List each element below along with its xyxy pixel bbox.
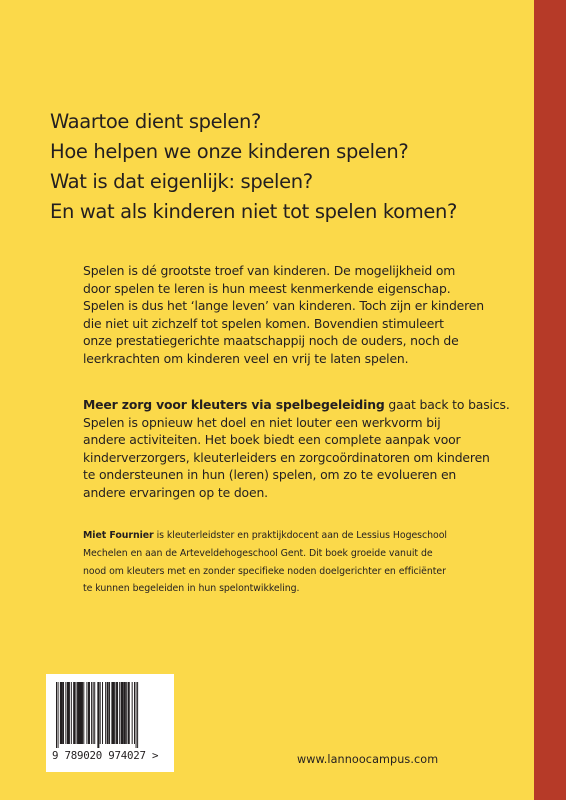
barcode-bar (128, 682, 130, 744)
barcode-bar (134, 682, 135, 744)
barcode-bar (115, 682, 116, 744)
barcode-bar (121, 682, 124, 744)
barcode-bar (116, 682, 118, 744)
question-3: Wat is dat eigenlijk: spelen? (50, 170, 313, 193)
question-1: Waartoe dient spelen? (50, 110, 262, 133)
barcode-bar (86, 682, 87, 744)
barcode-bar (94, 682, 95, 744)
barcode-bar (65, 682, 66, 744)
description-line (83, 396, 513, 414)
barcode-bar (63, 682, 64, 744)
isbn-number: 9 789020 974027 > (52, 749, 159, 762)
barcode-bar (93, 682, 94, 744)
barcode-bar (109, 682, 110, 744)
description-line: andere activiteiten. Het boek biedt een complete aanpak voor (83, 432, 461, 448)
barcode-bar (81, 682, 83, 744)
barcode-bar (76, 682, 77, 744)
barcode-bar (83, 682, 84, 744)
barcode-bar (111, 682, 114, 744)
barcode-bar (88, 682, 90, 744)
book-title-bold: Meer zorg voor kleuters via spelbegeleiding (83, 397, 385, 412)
question-list (50, 107, 520, 227)
barcode-bar (100, 682, 101, 744)
intro-line: onze prestatiegerichte maatschappij noch de ouders, noch de (83, 333, 459, 349)
barcode-bar (126, 682, 127, 744)
description-line: andere ervaringen op te doen. (83, 484, 268, 500)
description-line: Spelen is opnieuw het doel en niet louter een werkvorm bij (83, 414, 441, 430)
bio-line: Mechelen en aan de Arteveldehogeschool Gent. Dit boek groeide vanuit de (83, 547, 433, 559)
barcode-bar (71, 682, 72, 744)
barcode-bar (132, 682, 133, 744)
barcode-bar (97, 682, 99, 748)
barcode-bar (136, 682, 137, 748)
bio-line: nood om kleuters met en zonder specifieke noden doelgerichter en efficiënter (83, 565, 446, 577)
question-4: En wat als kinderen niet tot spelen komen? (50, 200, 458, 223)
barcode-bar (91, 682, 92, 744)
intro-line: Spelen is dé grootste troef van kinderen. De mogelijkheid om (83, 263, 456, 278)
barcode-bar (119, 682, 120, 744)
barcode-bar (56, 682, 57, 748)
barcode-bar (124, 682, 126, 744)
intro-line: leerkrachten om kinderen veel en vrij te laten spelen. (83, 350, 409, 366)
intro-line: Spelen is dus het ‘lange leven’ van kinderen. Toch zijn er kinderen (83, 298, 484, 314)
publisher-website: www.lannoocampus.com (297, 753, 439, 766)
bio-line: te kunnen begeleiden in hun spelontwikkeling. (83, 583, 300, 595)
bio-line (83, 527, 513, 545)
barcode-bar (77, 682, 81, 744)
book-description-paragraph (83, 396, 513, 502)
description-line-rest: gaat back to basics. (384, 397, 510, 412)
barcode-bar (137, 682, 138, 748)
intro-line: die niet uit zichzelf tot spelen komen. Bovendien stimuleert (83, 315, 444, 331)
question-2: Hoe helpen we onze kinderen spelen? (50, 140, 409, 163)
barcode-bar (105, 682, 106, 744)
book-spine (534, 0, 566, 800)
barcode-bar (60, 682, 63, 744)
author-name: Miet Fournier (83, 530, 154, 541)
author-bio (83, 527, 513, 598)
barcode-bar (107, 682, 109, 744)
description-line: kinderverzorgers, kleuterleiders en zorgcoördinatoren om kinderen (83, 449, 490, 465)
barcode-bar (73, 682, 75, 744)
barcode-bars (54, 682, 166, 748)
intro-line: door spelen te leren is hun meest kenmerkende eigenschap. (83, 280, 451, 296)
barcode-bar (67, 682, 70, 744)
bio-line-rest: is kleuterleidster en praktijkdocent aan de Lessius Hogeschool (153, 530, 447, 541)
intro-paragraph (83, 262, 513, 368)
barcode-bar (102, 682, 103, 744)
isbn-barcode (46, 674, 174, 772)
description-line: te ondersteunen in hun (leren) spelen, om zo te evolueren en (83, 467, 457, 483)
barcode-bar (58, 682, 59, 748)
